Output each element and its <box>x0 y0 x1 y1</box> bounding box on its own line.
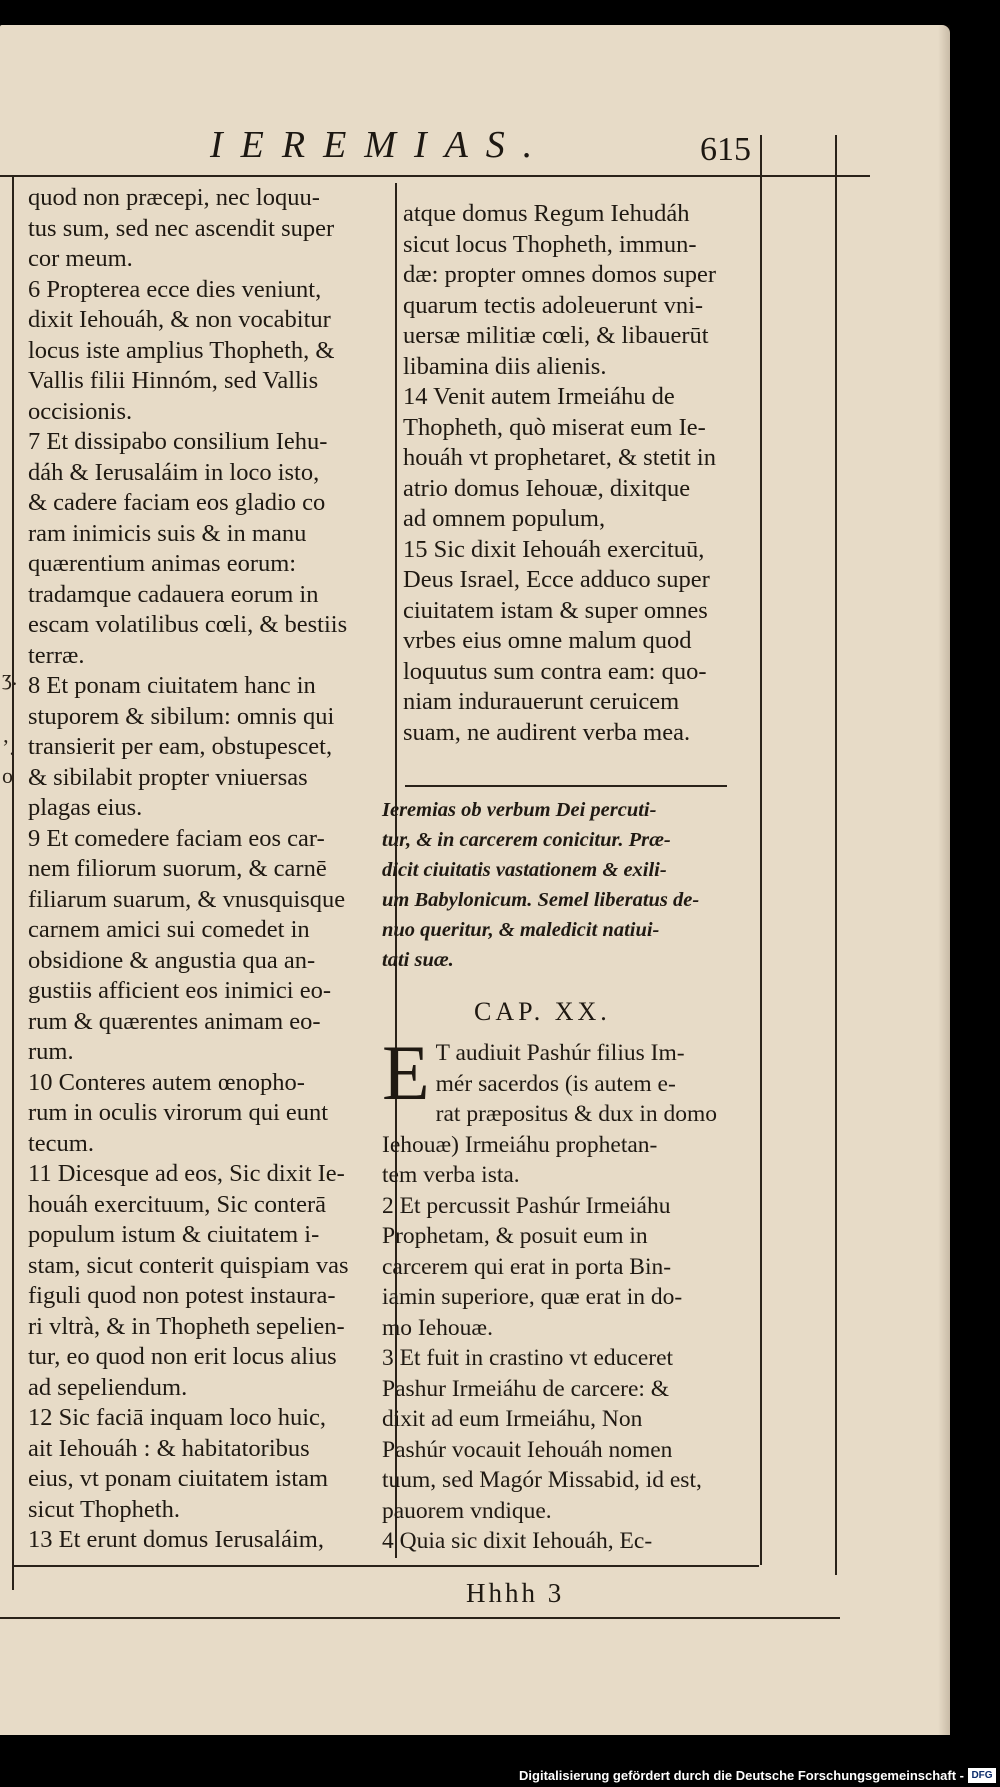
text-line: mo Iehouæ. <box>382 1314 493 1341</box>
header-rule <box>0 175 870 177</box>
text-line: tus sum, sed nec ascendit super <box>28 214 335 242</box>
text-line: rat præpositus & dux in domo <box>435 1101 718 1127</box>
text-line: sicut Thopheth. <box>28 1495 180 1523</box>
text-line: 10 Conteres autem œnopho- <box>28 1068 305 1096</box>
text-line: Thopheth, quò miserat eum Ie- <box>403 413 706 441</box>
text-line: 9 Et comedere faciam eos car- <box>28 824 325 852</box>
margin-mark: ʒ. <box>2 665 18 690</box>
text-line: Vallis filii Hinnóm, sed Vallis <box>28 367 319 394</box>
text-line: ri vltrà, & in Thopheth sepelien- <box>28 1312 345 1340</box>
text-line: stam, sicut conterit quispiam vas <box>28 1251 349 1279</box>
left-frame-rule <box>12 175 14 1590</box>
text-line: figuli quod non potest instaura- <box>28 1282 336 1309</box>
text-line: 6 Propterea ecce dies veniunt, <box>28 275 322 303</box>
page-number: 615 <box>700 131 751 168</box>
text-line: T audiuit Pashúr filius Im- <box>435 1040 685 1066</box>
text-line: rum in oculis virorum qui eunt <box>28 1099 329 1126</box>
text-line: ciuitatem istam & super omnes <box>403 596 708 624</box>
text-line: dixit ad eum Irmeiáhu, Non <box>382 1406 643 1432</box>
chapter-text <box>382 1029 727 1557</box>
text-line: eius, vt ponam ciuitatem istam <box>28 1465 329 1492</box>
summary-line: tur, & in carcerem conicitur. Præ- <box>382 829 671 851</box>
text-line: tem verba ista. <box>382 1162 520 1188</box>
text-line: locus iste amplius Thopheth, & <box>28 336 335 364</box>
text-line: 11 Dicesque ad eos, Sic dixit Ie- <box>28 1160 345 1187</box>
text-line: atque domus Regum Iehudáh <box>403 200 690 227</box>
text-line: sicut locus Thopheth, immun- <box>403 230 697 258</box>
text-line: tradamque cadauera eorum in <box>28 580 319 608</box>
text-line: 4 Quia sic dixit Iehouáh, Ec- <box>382 1528 653 1554</box>
text-line: tecum. <box>28 1129 94 1157</box>
chapter-heading: CAP. XX. <box>474 997 611 1026</box>
drop-capital: E <box>382 1029 430 1116</box>
summary-line: Ieremias ob verbum Dei percuti- <box>382 799 657 821</box>
text-line: Pashúr vocauit Iehouáh nomen <box>382 1436 673 1463</box>
book-page <box>0 25 950 1735</box>
text-line: quarum tectis adoleuerunt vni- <box>403 291 704 319</box>
signature-mark: Hhhh 3 <box>466 1578 565 1608</box>
text-line: Pashur Irmeiáhu de carcere: & <box>382 1375 670 1402</box>
text-line: stuporem & sibilum: omnis qui <box>28 702 335 730</box>
text-line: quærentium animas eorum: <box>28 550 297 577</box>
text-line: 2 Et percussit Pashúr Irmeiáhu <box>382 1192 671 1219</box>
text-line: dáh & Ierusaláim in loco isto, <box>28 458 320 486</box>
text-line: dixit Iehouáh, & non vocabitur <box>28 306 331 333</box>
margin-mark: ʼ. <box>2 735 15 760</box>
footer-rule <box>0 1617 840 1619</box>
text-line: suam, ne audirent verba mea. <box>403 718 691 746</box>
dfg-logo: DFG <box>968 1768 996 1783</box>
text-line: terræ. <box>28 641 85 669</box>
text-line: Iehouæ) Irmeiáhu prophetan- <box>382 1131 658 1158</box>
text-line: uersæ militiæ cœli, & libauerūt <box>403 322 709 349</box>
chapter-separator <box>405 785 727 787</box>
summary-line: um Babylonicum. Semel liberatus de- <box>382 889 700 911</box>
text-line: loquutus sum contra eam: quo- <box>403 657 707 685</box>
text-line: occisionis. <box>28 397 133 425</box>
outer-right-rule <box>835 135 837 1575</box>
left-text-column <box>28 183 393 1556</box>
text-line: 7 Et dissipabo consilium Iehu- <box>28 428 328 455</box>
text-line: obsidione & angustia qua an- <box>28 946 316 974</box>
text-line: carnem amici sui comedet in <box>28 916 310 943</box>
text-line: tuum, sed Magór Missabid, id est, <box>382 1467 702 1493</box>
text-line: carcerem qui erat in porta Bin- <box>382 1253 672 1280</box>
summary-line: dicit ciuitatis vastationem & exili- <box>382 859 667 881</box>
text-line: tur, eo quod non erit locus alius <box>28 1343 337 1370</box>
text-line: quod non præcepi, nec loquu- <box>28 184 320 211</box>
text-line: escam volatilibus cœli, & bestiis <box>28 611 348 638</box>
text-line: & sibilabit propter vniuersas <box>28 763 308 791</box>
text-line: gustiis afficient eos inimici eo- <box>28 977 332 1004</box>
text-line: dæ: propter omnes domos super <box>403 261 717 288</box>
text-line: libamina diis alienis. <box>403 352 607 380</box>
text-line: cor meum. <box>28 245 133 272</box>
margin-mark: o <box>2 763 13 788</box>
text-line: plagas eius. <box>28 794 143 821</box>
chapter-summary <box>382 795 727 975</box>
text-line: rum & quærentes animam eo- <box>28 1007 321 1035</box>
text-line: mér sacerdos (is autem e- <box>435 1070 676 1097</box>
text-line: 12 Sic faciā inquam loco huic, <box>28 1404 326 1431</box>
text-line: & cadere faciam eos gladio co <box>28 489 326 516</box>
text-line: ad sepeliendum. <box>28 1373 188 1401</box>
text-line: iamin superiore, quæ erat in do- <box>382 1284 683 1310</box>
text-line: 13 Et erunt domus Ierusaláim, <box>28 1526 324 1553</box>
text-line: 15 Sic dixit Iehouáh exercituū, <box>403 535 705 563</box>
text-line: transierit per eam, obstupescet, <box>28 733 333 760</box>
text-line: 14 Venit autem Irmeiáhu de <box>403 383 675 410</box>
text-line: filiarum suarum, & vnusquisque <box>28 885 346 913</box>
text-line: 3 Et fuit in crastino vt educeret <box>382 1345 674 1371</box>
text-line: ait Iehouáh : & habitatoribus <box>28 1434 310 1462</box>
text-line: nem filiorum suorum, & carnē <box>28 855 327 882</box>
text-line: ram inimicis suis & in manu <box>28 519 307 547</box>
bottom-rule <box>14 1565 759 1567</box>
text-line: Prophetam, & posuit eum in <box>382 1223 648 1249</box>
text-line: pauorem vndique. <box>382 1497 552 1524</box>
text-line: 8 Et ponam ciuitatem hanc in <box>28 672 316 699</box>
text-line: Deus Israel, Ecce adduco super <box>403 566 710 593</box>
digitization-credit: Digitalisierung gefördert durch die Deutsche Forschungsgemeinschaft - <box>519 1768 964 1783</box>
right-text-column <box>403 199 753 748</box>
text-line: niam indurauerunt ceruicem <box>403 688 680 715</box>
text-line: houáh exercituum, Sic conterā <box>28 1190 326 1218</box>
running-title: IEREMIAS. <box>210 124 551 166</box>
right-frame-rule <box>760 135 762 1565</box>
summary-line: tati suæ. <box>382 949 454 971</box>
summary-line: nuo queritur, & maledicit natiui- <box>382 919 660 941</box>
text-line: vrbes eius omne malum quod <box>403 627 692 654</box>
text-line: atrio domus Iehouæ, dixitque <box>403 474 691 502</box>
text-line: rum. <box>28 1038 74 1065</box>
text-line: populum istum & ciuitatem i- <box>28 1221 320 1248</box>
text-line: ad omnem populum, <box>403 505 606 532</box>
text-line: houáh vt prophetaret, & stetit in <box>403 444 716 471</box>
